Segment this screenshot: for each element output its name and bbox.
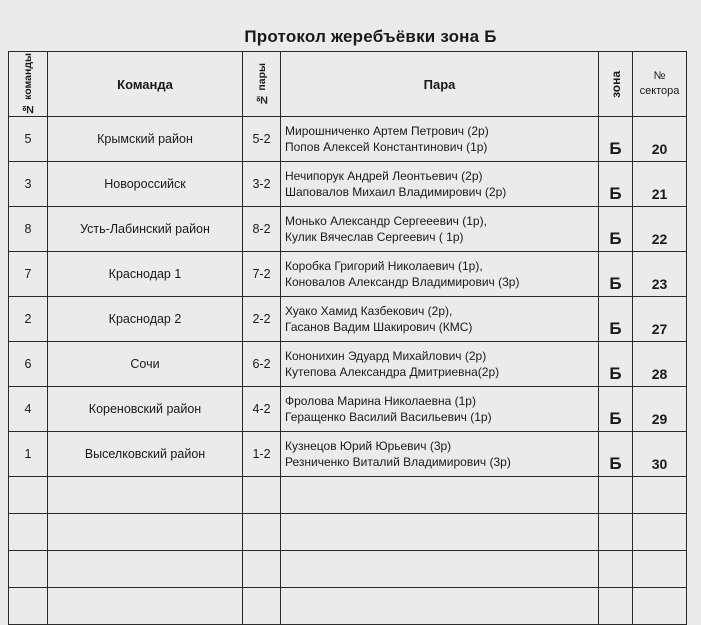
pair-member-1: Кононихин Эдуард Михайлович (2р) xyxy=(285,349,487,363)
team-number-cell: 1 xyxy=(9,432,48,477)
team-number-cell: 3 xyxy=(9,162,48,207)
pair-cell xyxy=(281,117,599,162)
table-row xyxy=(9,162,687,207)
pair-cell xyxy=(281,162,599,207)
empty-cell xyxy=(48,477,243,514)
team-number-cell: 8 xyxy=(9,207,48,252)
sector-cell: 30 xyxy=(633,432,687,477)
team-number-cell: 4 xyxy=(9,387,48,432)
empty-cell xyxy=(599,551,633,588)
table-row xyxy=(9,432,687,477)
pair-member-1: Хуако Хамид Казбекович (2р), xyxy=(285,304,453,318)
pair-number-cell: 7-2 xyxy=(243,252,281,297)
team-name-cell: Выселковский район xyxy=(48,432,243,477)
zone-cell: Б xyxy=(599,207,633,252)
team-number-cell: 2 xyxy=(9,297,48,342)
header-row xyxy=(9,52,687,117)
empty-row xyxy=(9,514,687,551)
pair-member-1: Нечипорук Андрей Леонтьевич (2р) xyxy=(285,169,483,183)
zone-cell: Б xyxy=(599,252,633,297)
team-name-cell: Краснодар 2 xyxy=(48,297,243,342)
team-name-cell: Кореновский район xyxy=(48,387,243,432)
pair-number-cell: 3-2 xyxy=(243,162,281,207)
empty-cell xyxy=(633,551,687,588)
team-name-cell: Краснодар 1 xyxy=(48,252,243,297)
empty-cell xyxy=(9,551,48,588)
zone-cell: Б xyxy=(599,342,633,387)
empty-cell xyxy=(599,588,633,625)
empty-cell xyxy=(48,588,243,625)
pair-member-2: Шаповалов Михаил Владимирович (2р) xyxy=(285,185,507,199)
team-number-cell: 5 xyxy=(9,117,48,162)
pair-member-1: Мирошниченко Артем Петрович (2р) xyxy=(285,124,489,138)
table-row xyxy=(9,207,687,252)
header-team: Команда xyxy=(48,52,243,117)
header-pair-number: № пары xyxy=(243,52,281,117)
empty-row xyxy=(9,477,687,514)
sector-cell: 20 xyxy=(633,117,687,162)
pair-member-2: Попов Алексей Константинович (1р) xyxy=(285,140,488,154)
pair-member-2: Гасанов Вадим Шакирович (КМС) xyxy=(285,320,473,334)
sector-number-symbol: № xyxy=(653,70,666,82)
empty-cell xyxy=(9,588,48,625)
empty-row xyxy=(9,588,687,625)
draw-protocol-table xyxy=(8,51,687,625)
pair-cell xyxy=(281,342,599,387)
pair-number-cell: 6-2 xyxy=(243,342,281,387)
empty-cell xyxy=(48,514,243,551)
sector-cell: 27 xyxy=(633,297,687,342)
pair-cell xyxy=(281,297,599,342)
pair-number-cell: 2-2 xyxy=(243,297,281,342)
zone-cell: Б xyxy=(599,297,633,342)
empty-cell xyxy=(633,588,687,625)
header-sector xyxy=(633,52,687,117)
zone-cell: Б xyxy=(599,432,633,477)
empty-cell xyxy=(243,514,281,551)
pair-cell xyxy=(281,387,599,432)
empty-cell xyxy=(633,514,687,551)
pair-member-2: Геращенко Василий Васильевич (1р) xyxy=(285,410,492,424)
pair-member-2: Резниченко Виталий Владимирович (3р) xyxy=(285,455,511,469)
pair-number-cell: 8-2 xyxy=(243,207,281,252)
pair-member-1: Монько Александр Сергееевич (1р), xyxy=(285,214,487,228)
empty-cell xyxy=(9,477,48,514)
empty-cell xyxy=(243,551,281,588)
empty-cell xyxy=(9,514,48,551)
pair-member-1: Фролова Марина Николаевна (1р) xyxy=(285,394,476,408)
empty-cell xyxy=(599,514,633,551)
team-name-cell: Новороссийск xyxy=(48,162,243,207)
pair-cell xyxy=(281,207,599,252)
pair-member-2: Коновалов Александр Владимирович (3р) xyxy=(285,275,520,289)
sector-cell: 28 xyxy=(633,342,687,387)
pair-cell xyxy=(281,252,599,297)
table-row xyxy=(9,342,687,387)
empty-cell xyxy=(281,588,599,625)
sector-cell: 23 xyxy=(633,252,687,297)
zone-cell: Б xyxy=(599,117,633,162)
pair-number-cell: 5-2 xyxy=(243,117,281,162)
empty-row xyxy=(9,551,687,588)
team-name-cell: Сочи xyxy=(48,342,243,387)
empty-cell xyxy=(281,551,599,588)
empty-cell xyxy=(243,477,281,514)
header-team-number: № команды xyxy=(9,52,48,117)
pair-member-1: Кузнецов Юрий Юрьевич (3р) xyxy=(285,439,452,453)
sector-word: сектора xyxy=(639,85,680,97)
team-number-cell: 6 xyxy=(9,342,48,387)
header-pair: Пара xyxy=(281,52,599,117)
zone-cell: Б xyxy=(599,387,633,432)
table-row xyxy=(9,252,687,297)
sector-cell: 22 xyxy=(633,207,687,252)
team-number-cell: 7 xyxy=(9,252,48,297)
pair-member-2: Кулик Вячеслав Сергеевич ( 1р) xyxy=(285,230,464,244)
pair-number-cell: 4-2 xyxy=(243,387,281,432)
table-row xyxy=(9,297,687,342)
zone-cell: Б xyxy=(599,162,633,207)
document-title: Протокол жеребъёвки зона Б xyxy=(244,27,497,46)
sector-cell: 21 xyxy=(633,162,687,207)
header-zone: зона xyxy=(599,52,633,117)
empty-cell xyxy=(48,551,243,588)
pair-member-2: Кутепова Александра Дмитриевна(2р) xyxy=(285,365,500,379)
pair-number-cell: 1-2 xyxy=(243,432,281,477)
sector-cell: 29 xyxy=(633,387,687,432)
pair-cell xyxy=(281,432,599,477)
team-name-cell: Усть-Лабинский район xyxy=(48,207,243,252)
team-name-cell: Крымский район xyxy=(48,117,243,162)
empty-cell xyxy=(281,477,599,514)
pair-member-1: Коробка Григорий Николаевич (1р), xyxy=(285,259,483,273)
table-row xyxy=(9,117,687,162)
table-row xyxy=(9,387,687,432)
empty-cell xyxy=(633,477,687,514)
empty-cell xyxy=(281,514,599,551)
empty-cell xyxy=(599,477,633,514)
empty-cell xyxy=(243,588,281,625)
